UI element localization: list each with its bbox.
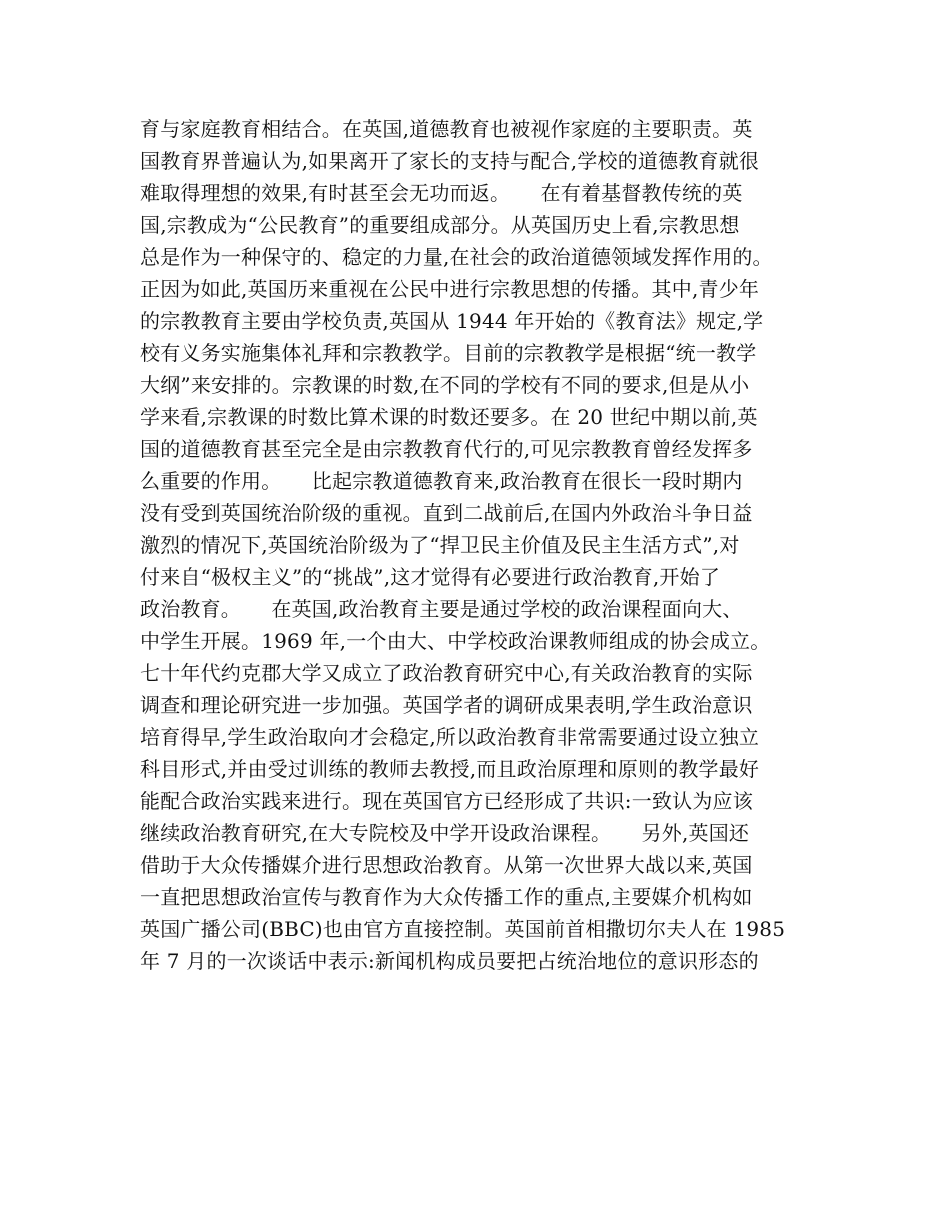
text-line: 总是作为一种保守的、稳定的力量,在社会的政治道德领域发挥作用的。 bbox=[140, 245, 773, 269]
text-line: 没有受到英国统治阶级的重视。直到二战前后,在国内外政治斗争日益 bbox=[140, 501, 753, 525]
text-line: 激烈的情况下,英国统治阶级为了“捍卫民主价值及民主生活方式”,对 bbox=[140, 533, 740, 557]
text-line: 中学生开展。1969 年,一个由大、中学校政治课教师组成的协会成立。 bbox=[140, 629, 771, 653]
text-line: 付来自“极权主义”的“挑战”,这才觉得有必要进行政治教育,开始了 bbox=[140, 565, 721, 589]
text-line: 七十年代约克郡大学又成立了政治教育研究中心,有关政治教育的实际 bbox=[140, 661, 753, 685]
text-line: 么重要的作用。 比起宗教道德教育来,政治教育在很长一段时期内 bbox=[140, 469, 743, 493]
text-line: 大纲”来安排的。宗教课的时数,在不同的学校有不同的要求,但是从小 bbox=[140, 373, 750, 397]
text-line: 国,宗教成为“公民教育”的重要组成部分。从英国历史上看,宗教思想 bbox=[140, 213, 740, 237]
text-line: 科目形式,并由受过训练的教师去教授,而且政治原理和原则的教学最好 bbox=[140, 757, 760, 781]
text-line: 英国广播公司(BBC)也由官方直接控制。英国前首相撒切尔夫人在 1985 bbox=[140, 917, 786, 941]
text-line: 一直把思想政治宣传与教育作为大众传播工作的重点,主要媒介机构如 bbox=[140, 885, 753, 909]
body-text bbox=[140, 113, 820, 977]
text-line: 学来看,宗教课的时数比算术课的时数还要多。在 20 世纪中期以前,英 bbox=[140, 405, 758, 429]
text-line: 国教育界普遍认为,如果离开了家长的支持与配合,学校的道德教育就很 bbox=[140, 149, 760, 173]
text-line: 正因为如此,英国历来重视在公民中进行宗教思想的传播。其中,青少年 bbox=[140, 277, 760, 301]
text-line: 的宗教教育主要由学校负责,英国从 1944 年开始的《教育法》规定,学 bbox=[140, 309, 764, 333]
text-line: 借助于大众传播媒介进行思想政治教育。从第一次世界大战以来,英国 bbox=[140, 853, 753, 877]
text-line: 政治教育。 在英国,政治教育主要是通过学校的政治课程面向大、 bbox=[140, 597, 743, 621]
text-line: 继续政治教育研究,在大专院校及中学开设政治课程。 另外,英国还 bbox=[140, 821, 750, 845]
text-line: 校有义务实施集体礼拜和宗教教学。目前的宗教教学是根据“统一教学 bbox=[140, 341, 757, 365]
text-line: 育与家庭教育相结合。在英国,道德教育也被视作家庭的主要职责。英 bbox=[140, 117, 753, 141]
text-line: 能配合政治实践来进行。现在英国官方已经形成了共识:一致认为应该 bbox=[140, 789, 753, 813]
text-line: 国的道德教育甚至完全是由宗教教育代行的,可见宗教教育曾经发挥多 bbox=[140, 437, 753, 461]
text-line: 年 7 月的一次谈话中表示:新闻机构成员要把占统治地位的意识形态的 bbox=[140, 949, 759, 973]
text-line: 难取得理想的效果,有时甚至会无功而返。 在有着基督教传统的英 bbox=[140, 181, 743, 205]
text-line: 培育得早,学生政治取向才会稳定,所以政治教育非常需要通过设立独立 bbox=[140, 725, 760, 749]
text-line: 调查和理论研究进一步加强。英国学者的调研成果表明,学生政治意识 bbox=[140, 693, 753, 717]
